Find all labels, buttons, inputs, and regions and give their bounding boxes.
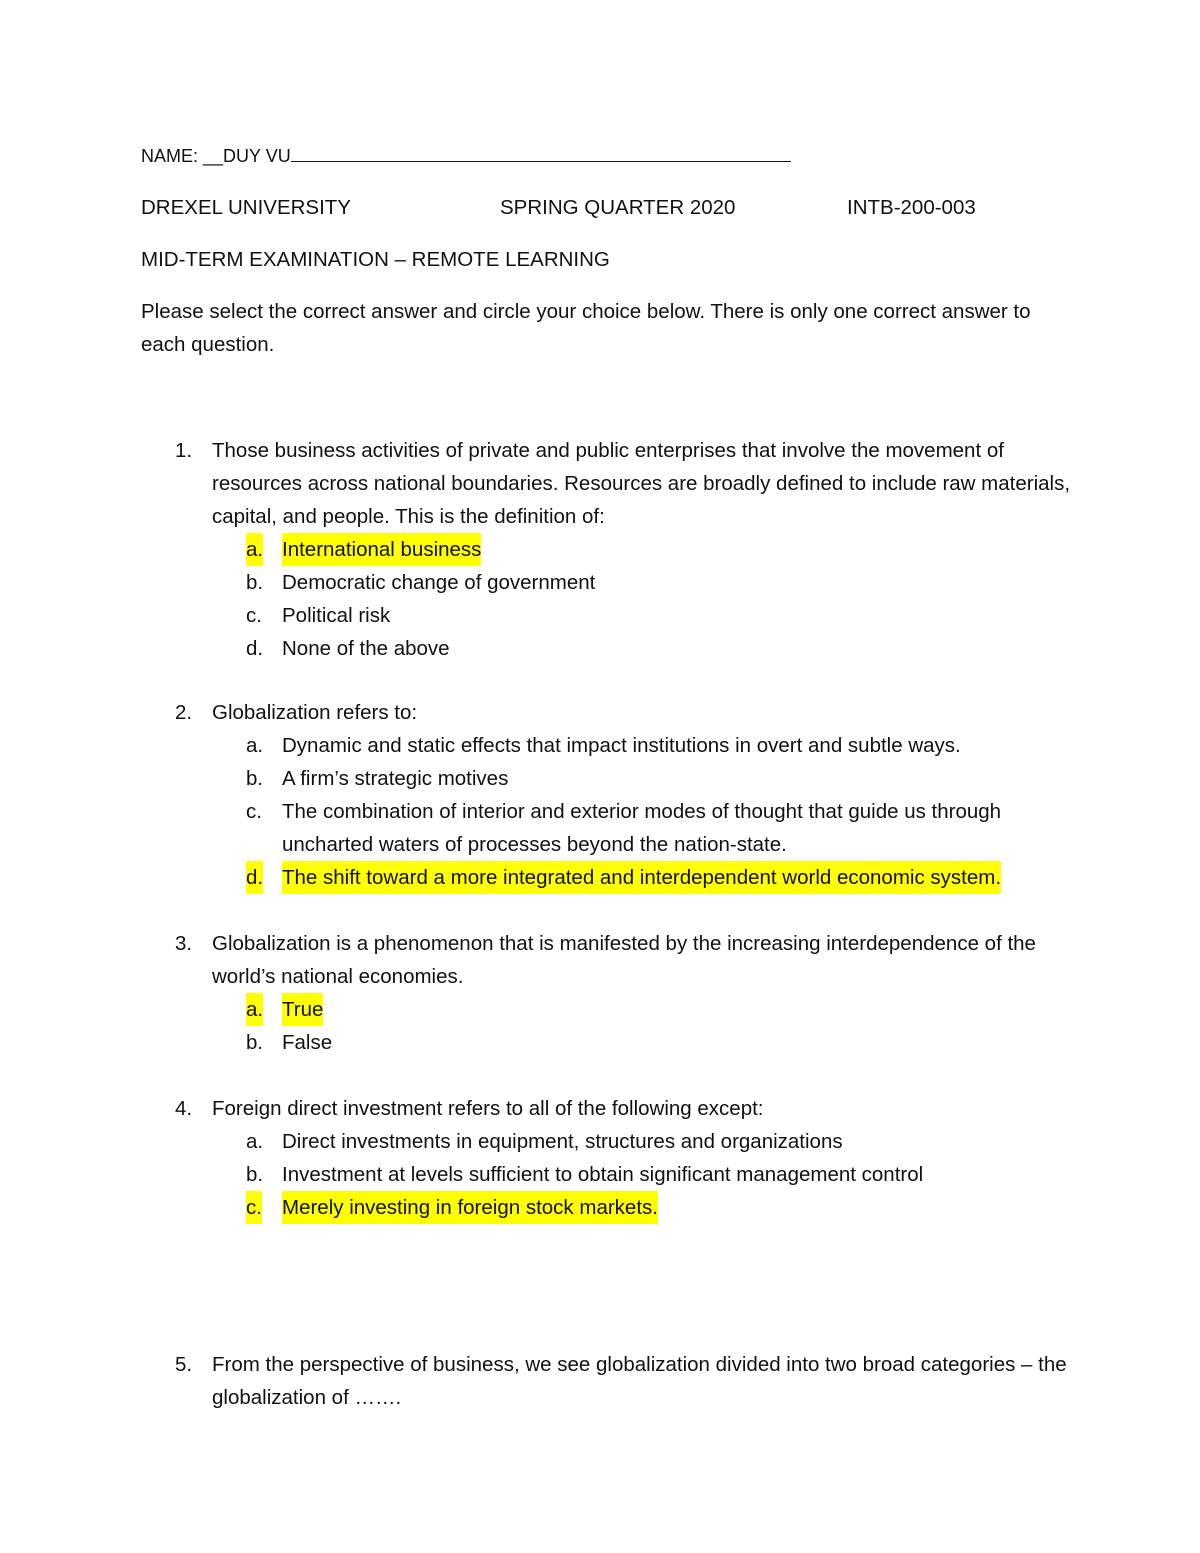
university-name: DREXEL UNIVERSITY	[141, 196, 351, 219]
option-text: A firm’s strategic motives	[282, 767, 509, 790]
option-letter: a.	[246, 993, 263, 1026]
option-text: Direct investments in equipment, structures and organizations	[282, 1130, 843, 1153]
question-text: From the perspective of business, we see globalization divided into two broad categories – the globalization of …….	[212, 1353, 1067, 1409]
option-letter: c.	[246, 800, 262, 823]
answer-option[interactable]	[0, 993, 1200, 1026]
question-number: 3.	[175, 932, 193, 955]
option-letter: a.	[246, 734, 264, 757]
answer-option[interactable]	[0, 1026, 1200, 1059]
option-text: False	[282, 1031, 333, 1054]
question-number: 1.	[175, 439, 193, 462]
answer-option[interactable]	[0, 599, 1200, 632]
name-label: NAME: __DUY VU	[141, 146, 291, 166]
option-text: Dynamic and static effects that impact institutions in overt and subtle ways.	[282, 734, 961, 757]
option-text: The combination of interior and exterior modes of thought that guide us through uncharted waters of processes beyond the nation-state.	[282, 800, 1002, 856]
answer-option[interactable]	[0, 1191, 1200, 1224]
option-letter: d.	[246, 637, 264, 660]
answer-option[interactable]	[0, 533, 1200, 566]
option-letter: c.	[246, 604, 262, 627]
option-letter: a.	[246, 533, 263, 566]
option-letter: a.	[246, 1130, 264, 1153]
question-text: Foreign direct investment refers to all of the following except:	[212, 1097, 764, 1120]
name-underline	[291, 143, 791, 162]
question-text: Those business activities of private and public enterprises that involve the movement of resources across national boundaries. Resources are broadly defined to include raw materials, capital, and people. This is the definition of:	[212, 439, 1071, 528]
answer-option[interactable]	[0, 729, 1200, 762]
option-letter: d.	[246, 861, 263, 894]
option-text: Investment at levels sufficient to obtain significant management control	[282, 1163, 924, 1186]
quarter-label: SPRING QUARTER 2020	[500, 196, 736, 219]
option-letter: b.	[246, 1031, 264, 1054]
answer-option[interactable]	[0, 795, 1200, 861]
option-text: Democratic change of government	[282, 571, 596, 594]
option-text: The shift toward a more integrated and interdependent world economic system.	[282, 861, 1001, 894]
option-letter: b.	[246, 571, 264, 594]
option-text: True	[282, 993, 323, 1026]
question-number: 5.	[175, 1353, 193, 1376]
question-text: Globalization refers to:	[212, 701, 418, 724]
option-letter: b.	[246, 767, 264, 790]
answer-option[interactable]	[0, 861, 1200, 894]
option-letter: c.	[246, 1191, 262, 1224]
exam-title: MID-TERM EXAMINATION – REMOTE LEARNING	[141, 248, 610, 271]
answer-option[interactable]	[0, 762, 1200, 795]
answer-option[interactable]	[0, 1125, 1200, 1158]
answer-option[interactable]	[0, 1158, 1200, 1191]
answer-option[interactable]	[0, 632, 1200, 665]
option-letter: b.	[246, 1163, 264, 1186]
option-text: International business	[282, 533, 481, 566]
question-text: Globalization is a phenomenon that is manifested by the increasing interdependence of the world’s national economies.	[212, 932, 1036, 988]
question-number: 4.	[175, 1097, 193, 1120]
option-text: Political risk	[282, 604, 391, 627]
option-text: None of the above	[282, 637, 450, 660]
instructions: Please select the correct answer and circle your choice below. There is only one correct answer to each question.	[141, 300, 1031, 356]
course-code: INTB-200-003	[847, 196, 976, 219]
option-text: Merely investing in foreign stock markets.	[282, 1191, 658, 1224]
answer-option[interactable]	[0, 566, 1200, 599]
question-number: 2.	[175, 701, 193, 724]
name-field	[141, 140, 791, 173]
